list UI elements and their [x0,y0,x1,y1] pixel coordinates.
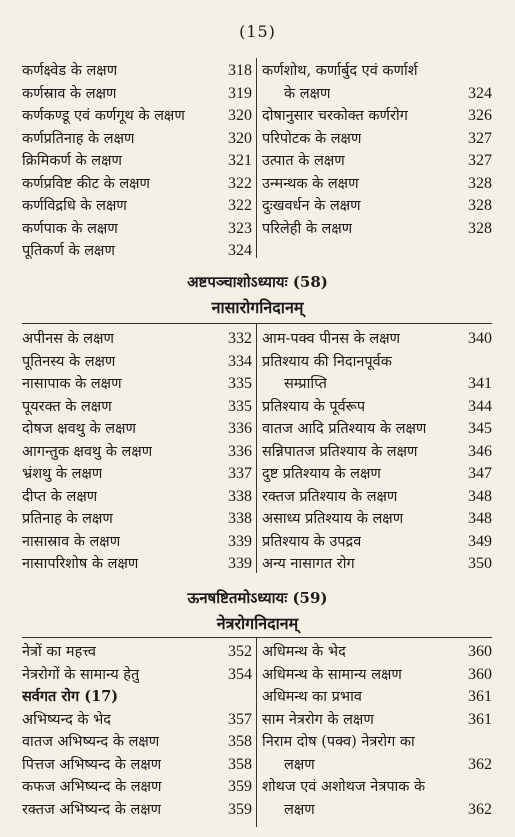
toc-entry-page: 350 [468,555,492,572]
toc-entry-page: 322 [228,174,252,192]
toc-entry-title: नासापरिशोष के लक्षण [22,556,139,572]
toc-entry [22,128,252,151]
toc-entry-page: 326 [468,107,492,124]
toc-entry-page: 358 [228,755,252,773]
toc-entry-title: रक्तज अभिष्यन्द के लक्षण [22,801,162,818]
toc-entry [22,731,252,754]
toc-entry-page: 341 [468,375,492,392]
toc-entry [22,799,252,822]
toc-entry-page: 335 [228,397,252,415]
toc-entry [262,641,492,664]
toc-entry-title: असाध्य प्रतिश्याय के लक्षण [262,511,404,527]
toc-entry-title: अन्य नासागत रोग [262,556,355,572]
toc-entry-title: पित्तज अभिष्यन्द के लक्षण [22,756,162,773]
toc-entry-page: 320 [228,107,252,124]
toc-entry [262,60,492,83]
toc-entry-title: क्रिमिकर्ण के लक्षण [22,153,123,169]
toc-entry-page: 358 [228,733,252,750]
toc-entry-title: प्रतिश्याय के उपद्रव [262,533,362,550]
toc-entry-title: नासास्राव के लक्षण [22,533,121,550]
section-2-divider [256,323,257,573]
toc-entry [262,686,492,709]
toc-entry-page: 354 [228,665,252,683]
toc-entry-title: आम-पक्व पीनस के लक्षण [262,331,401,347]
toc-entry [262,441,492,464]
toc-entry-title: प्रतिश्याय की निदानपूर्वक [262,353,392,370]
toc-entry-title: कर्णकण्डू एवं कर्णगूथ के लक्षण [22,108,185,124]
toc-entry-page: 345 [468,420,492,437]
toc-entry-title: सम्प्राप्ति [284,376,327,392]
subsection-heading [22,686,252,709]
toc-entry [262,508,492,531]
toc-entry [262,83,492,106]
toc-entry [22,553,252,576]
page-number: (15) [239,22,276,41]
toc-entry-page: 360 [468,665,492,683]
toc-entry-page: 339 [228,555,252,572]
toc-entry-title: अभिष्यन्द के भेद [22,711,112,728]
toc-entry-title: परिलेही के लक्षण [262,220,353,237]
toc-entry-page: 346 [468,442,492,460]
chapter-59-rule [22,637,492,638]
toc-entry-page: 349 [468,532,492,550]
toc-entry-page: 327 [468,129,492,147]
toc-entry-title: उन्मन्थक के लक्षण [262,175,359,192]
toc-entry-page: 357 [228,710,252,728]
toc-entry [22,373,252,396]
toc-entry-title: दोषज क्षवथु के लक्षण [22,421,136,437]
toc-entry-page: 337 [228,465,252,482]
toc-entry-page: 359 [228,800,252,818]
toc-entry [22,641,252,664]
toc-entry-page: 352 [228,643,252,660]
toc-entry-title: सर्वगत रोग (17) [22,688,119,705]
toc-entry-title: अधिमन्थ के सामान्य लक्षण [262,666,402,683]
toc-entry-title: रक्तज प्रतिश्याय के लक्षण [262,488,398,505]
toc-entry [22,195,252,218]
toc-entry-title: निराम दोष (पक्व) नेत्ररोग का [262,734,415,750]
toc-entry-title: कर्णस्राव के लक्षण [22,85,117,102]
toc-entry-title: कर्णप्रविष्ट कीट के लक्षण [22,175,151,192]
toc-entry [22,441,252,464]
toc-entry-page: 348 [468,510,492,527]
toc-entry [262,731,492,754]
toc-entry-page: 344 [468,397,492,415]
toc-entry-page: 362 [468,800,492,818]
toc-entry-title: कर्णविद्रधि के लक्षण [22,198,127,214]
toc-entry-title: उत्पात के लक्षण [262,153,345,169]
section-2-left-column [22,328,252,576]
toc-entry-page: 334 [228,352,252,370]
toc-entry-title: दोषानुसार चरकोक्त कर्णरोग [262,108,408,124]
toc-entry-page: 328 [468,174,492,192]
toc-entry-title: वातज अभिष्यन्द के लक्षण [22,734,160,750]
toc-entry-title: पूतिकर्ण के लक्षण [22,243,115,259]
toc-entry-page: 324 [468,84,492,102]
toc-entry [22,463,252,486]
toc-entry [22,60,252,83]
section-3-left-column [22,641,252,821]
toc-entry [262,218,492,241]
section-1-divider [256,58,257,258]
toc-entry-page: 339 [228,532,252,550]
toc-entry [22,396,252,419]
toc-entry-title: प्रतिश्याय के पूर्वरूप [262,398,366,415]
toc-entry-title: अधिमन्थ के भेद [262,644,346,660]
toc-entry-page: 360 [468,643,492,660]
toc-entry [262,373,492,396]
toc-entry-page: 340 [468,330,492,347]
section-3-divider [256,637,257,827]
toc-entry [22,240,252,263]
toc-entry [262,664,492,687]
toc-entry [262,776,492,799]
toc-entry-page: 328 [468,219,492,237]
toc-entry [22,173,252,196]
toc-entry-page: 327 [468,152,492,169]
toc-entry-title: नेत्ररोगों के सामान्य हेतु [22,666,140,683]
section-3-right-column [262,641,492,821]
toc-entry-page: 336 [228,442,252,460]
toc-entry [22,754,252,777]
toc-entry [262,531,492,554]
toc-entry [22,486,252,509]
chapter-59-title: नेत्ररोगनिदानम् [216,614,299,633]
toc-entry-page: 332 [228,330,252,347]
toc-entry-page: 323 [228,219,252,237]
toc-entry [22,776,252,799]
toc-entry-title: कर्णक्ष्वेड के लक्षण [22,63,118,79]
chapter-58-heading: अष्टपञ्चाशोऽध्यायः (58) [187,273,328,291]
section-1-right-column [262,60,492,240]
toc-entry-title: परिपोटक के लक्षण [262,130,362,147]
toc-entry-page: 328 [468,197,492,214]
toc-entry [22,664,252,687]
toc-entry-page: 348 [468,487,492,505]
toc-entry-page: 321 [228,152,252,169]
toc-entry-page: 359 [228,778,252,795]
toc-entry [262,128,492,151]
toc-entry-title: वातज आदि प्रतिश्याय के लक्षण [262,421,427,437]
toc-entry [262,105,492,128]
toc-entry-page: 324 [228,242,252,259]
toc-entry-title: दुःखवर्धन के लक्षण [262,198,361,214]
toc-entry [262,463,492,486]
toc-entry [22,709,252,732]
toc-entry [262,396,492,419]
toc-entry-page: 338 [228,487,252,505]
toc-entry-title: सन्निपातज प्रतिश्याय के लक्षण [262,443,418,460]
toc-entry-page: 338 [228,510,252,527]
toc-entry [262,553,492,576]
toc-entry-title: लक्षण [284,756,315,773]
section-1-left-column [22,60,252,263]
chapter-58-rule [22,323,492,324]
toc-entry [262,799,492,822]
toc-entry [262,351,492,374]
toc-entry [262,195,492,218]
toc-entry [22,83,252,106]
toc-entry-page: 335 [228,375,252,392]
toc-entry-title: कर्णशोथ, कर्णार्बुद एवं कर्णार्श [262,63,418,79]
toc-entry-page: 320 [228,129,252,147]
toc-entry-title: प्रतिनाह के लक्षण [22,511,113,527]
toc-entry [22,531,252,554]
toc-entry [262,709,492,732]
toc-entry [262,328,492,351]
toc-entry-title: दुष्ट प्रतिश्याय के लक्षण [262,466,381,482]
toc-entry [22,508,252,531]
toc-entry [22,218,252,241]
toc-entry-page: 322 [228,197,252,214]
toc-entry [262,418,492,441]
toc-entry [262,173,492,196]
toc-entry-page: 319 [228,84,252,102]
toc-entry-page: 362 [468,755,492,773]
toc-entry-title: दीप्त के लक्षण [22,488,98,505]
toc-entry-title: लक्षण [284,801,315,818]
toc-entry-title: के लक्षण [284,85,331,102]
toc-entry-title: अधिमन्थ का प्रभाव [262,689,362,705]
toc-entry-title: नेत्रों का महत्त्व [22,644,96,660]
toc-entry [22,418,252,441]
toc-entry-page: 347 [468,465,492,482]
section-2-right-column [262,328,492,576]
toc-entry-page: 361 [468,710,492,728]
toc-entry-title: कर्णपाक के लक्षण [22,220,118,237]
toc-entry-page: 318 [228,62,252,79]
toc-entry-title: अपीनस के लक्षण [22,331,114,347]
toc-entry-title: पूतिनस्य के लक्षण [22,353,116,370]
toc-entry-title: साम नेत्ररोग के लक्षण [262,711,374,728]
chapter-59-heading: ऊनषष्टितमोऽध्यायः (59) [187,589,328,607]
toc-entry [22,351,252,374]
toc-entry-title: कर्णप्रतिनाह के लक्षण [22,130,135,147]
toc-entry-title: आगन्तुक क्षवथु के लक्षण [22,443,153,460]
toc-entry-title: पूयरक्त के लक्षण [22,398,112,415]
toc-entry-title: भ्रंशथु के लक्षण [22,466,103,482]
toc-entry-title: शोथज एवं अशोथज नेत्रपाक के [262,779,426,795]
toc-entry [22,150,252,173]
toc-entry-title: नासापाक के लक्षण [22,376,122,392]
toc-entry-page: 361 [468,688,492,705]
toc-entry [262,150,492,173]
toc-entry-page: 336 [228,420,252,437]
toc-entry [262,754,492,777]
toc-entry [22,328,252,351]
toc-entry-title: कफज अभिष्यन्द के लक्षण [22,779,162,795]
toc-entry [22,105,252,128]
toc-entry [262,486,492,509]
chapter-58-title: नासारोगनिदानम् [211,298,304,317]
